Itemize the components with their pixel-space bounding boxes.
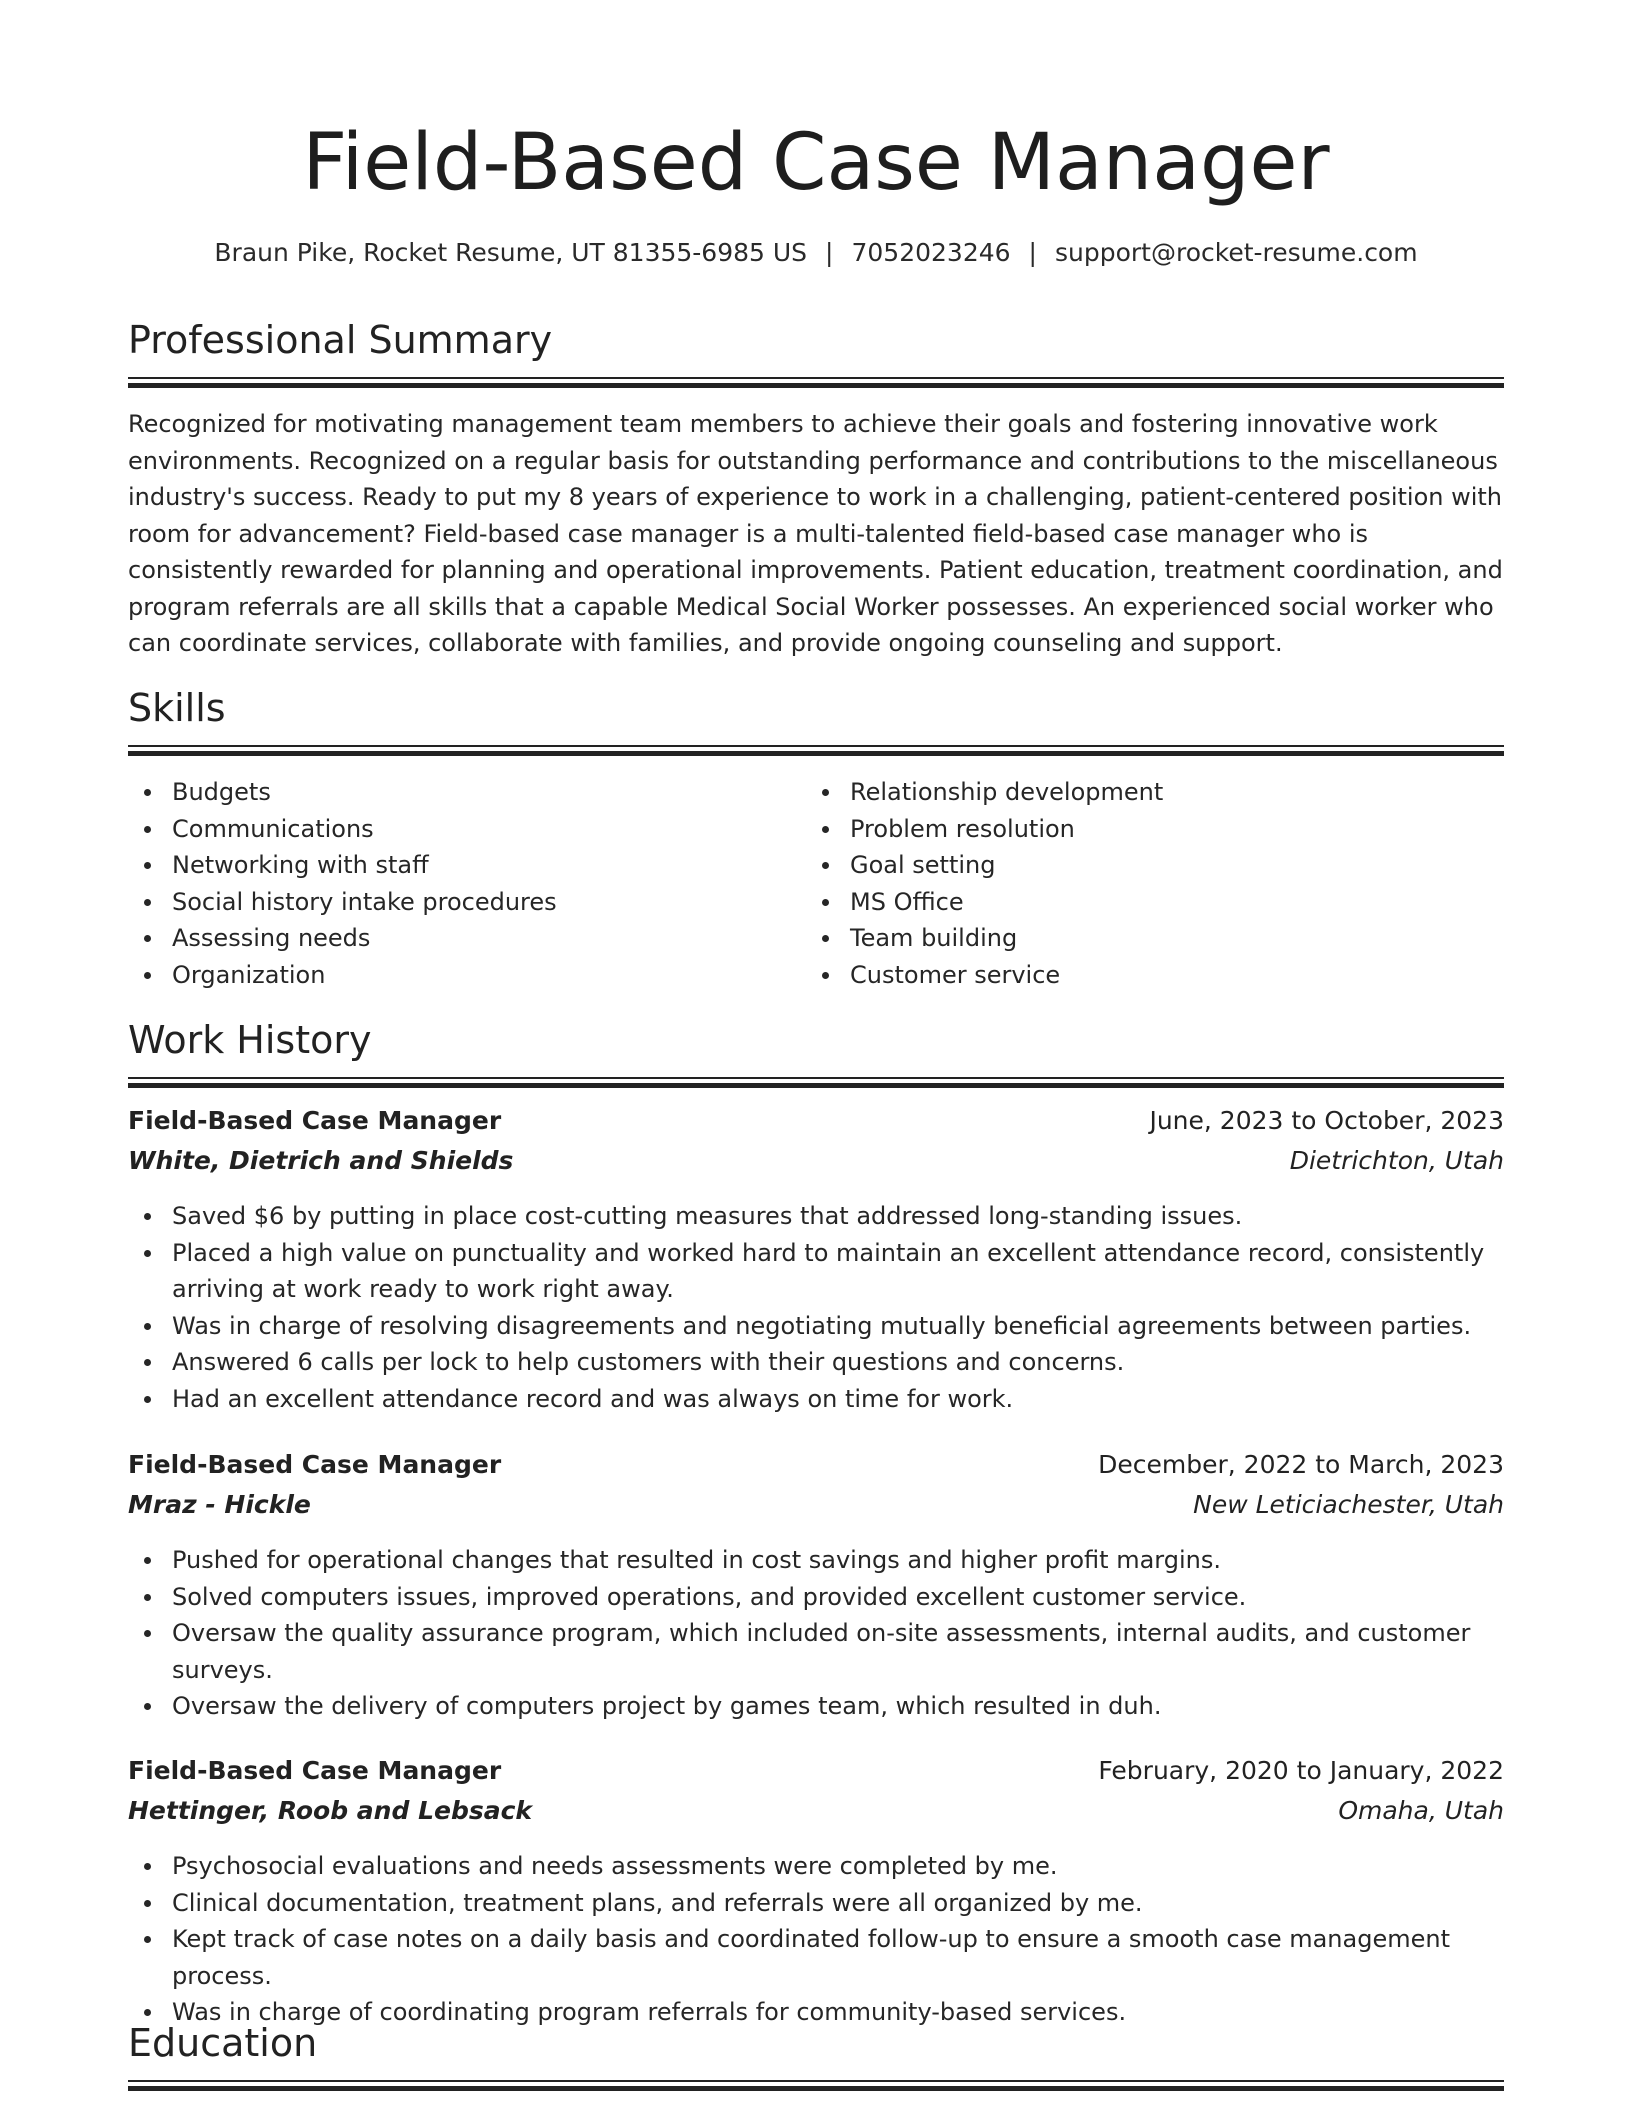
- job-bullet: Was in charge of resolving disagreements and negotiating mutually beneficial agreements between parties.: [128, 1308, 1504, 1345]
- job-company: Hettinger, Roob and Lebsack: [128, 1796, 533, 1825]
- contact-phone: 7052023246: [851, 238, 1011, 267]
- job-bullet: Placed a high value on punctuality and worked hard to maintain an excellent attendance record, consistently arriving at work ready to work right away.: [128, 1235, 1504, 1308]
- job-company: White, Dietrich and Shields: [128, 1146, 514, 1175]
- contact-line: [128, 238, 1504, 267]
- skill-item: Communications: [128, 811, 806, 848]
- skill-item: Budgets: [128, 774, 806, 811]
- skill-item: Organization: [128, 957, 806, 994]
- contact-email: support@rocket-resume.com: [1054, 238, 1418, 267]
- section-divider: [128, 745, 1504, 756]
- job-title: Field-Based Case Manager: [128, 1756, 502, 1785]
- job-location: Omaha, Utah: [1338, 1796, 1504, 1825]
- summary-text: Recognized for motivating management team members to achieve their goals and fostering innovative work environments. Recognized on a regular basis for outstanding performance and contributions to the miscellaneous industry's success. Ready to put my 8 years of experience to work in a challenging, patient-centered position with room for advancement? Field-based case manager is a multi-talented field-based case manager who is consistently rewarded for planning and operational improvements. Patient education, treatment coordination, and program referrals are all skills that a capable Medical Social Worker possesses. An experienced social worker who can coordinate services, collaborate with families, and provide ongoing counseling and support.: [128, 410, 1503, 657]
- section-heading-summary: Professional Summary: [128, 318, 553, 362]
- skill-item: Customer service: [806, 957, 1484, 994]
- skills-columns: [128, 774, 1504, 993]
- job-title: Field-Based Case Manager: [128, 1106, 502, 1135]
- job-location: Dietrichton, Utah: [1289, 1146, 1504, 1175]
- job-location: New Leticiachester, Utah: [1193, 1490, 1504, 1519]
- job-bullet: Answered 6 calls per lock to help customers with their questions and concerns.: [128, 1344, 1504, 1381]
- job-bullet: Solved computers issues, improved operations, and provided excellent customer service.: [128, 1579, 1504, 1616]
- job-bullet: Oversaw the quality assurance program, which included on-site assessments, internal audits, and customer surveys.: [128, 1615, 1504, 1688]
- skill-item: Goal setting: [806, 847, 1484, 884]
- skills-list-right: [806, 774, 1484, 993]
- section-heading-skills: Skills: [128, 686, 226, 730]
- job-bullets: [128, 1198, 1504, 1417]
- job-bullet: Pushed for operational changes that resulted in cost savings and higher profit margins.: [128, 1542, 1504, 1579]
- job-title: Field-Based Case Manager: [128, 1450, 502, 1479]
- job-bullet: Kept track of case notes on a daily basis and coordinated follow-up to ensure a smooth case management process.: [128, 1921, 1504, 1994]
- job-bullet: Clinical documentation, treatment plans, and referrals were all organized by me.: [128, 1885, 1504, 1922]
- contact-separator: |: [1028, 238, 1037, 267]
- job-bullets: [128, 1542, 1504, 1725]
- job-dates: June, 2023 to October, 2023: [1149, 1106, 1504, 1135]
- skill-item: Networking with staff: [128, 847, 806, 884]
- job-company: Mraz - Hickle: [128, 1490, 311, 1519]
- skill-item: Team building: [806, 920, 1484, 957]
- skill-item: Assessing needs: [128, 920, 806, 957]
- job-bullet: Psychosocial evaluations and needs assessments were completed by me.: [128, 1848, 1504, 1885]
- job-entry: [128, 1756, 1504, 2031]
- job-bullet: Saved $6 by putting in place cost-cutting measures that addressed long-standing issues.: [128, 1198, 1504, 1235]
- job-dates: February, 2020 to January, 2022: [1098, 1756, 1504, 1785]
- contact-separator: |: [825, 238, 834, 267]
- skill-item: Social history intake procedures: [128, 884, 806, 921]
- job-bullet: Was in charge of coordinating program referrals for community-based services.: [128, 1994, 1504, 2031]
- job-entry: [128, 1450, 1504, 1725]
- skill-item: Relationship development: [806, 774, 1484, 811]
- section-divider: [128, 1077, 1504, 1088]
- job-bullet: Had an excellent attendance record and was always on time for work.: [128, 1381, 1504, 1418]
- resume-title: Field-Based Case Manager: [302, 118, 1330, 208]
- skills-list-left: [128, 774, 806, 993]
- contact-address: Braun Pike, Rocket Resume, UT 81355-6985 US: [214, 238, 808, 267]
- skill-item: Problem resolution: [806, 811, 1484, 848]
- section-divider: [128, 2080, 1504, 2091]
- section-divider: [128, 377, 1504, 388]
- job-bullets: [128, 1848, 1504, 2031]
- job-bullet: Oversaw the delivery of computers project by games team, which resulted in duh.: [128, 1688, 1504, 1725]
- job-dates: December, 2022 to March, 2023: [1098, 1450, 1504, 1479]
- section-heading-education: Education: [128, 2021, 318, 2065]
- skill-item: MS Office: [806, 884, 1484, 921]
- job-entry: [128, 1106, 1504, 1417]
- section-heading-work-history: Work History: [128, 1018, 372, 1062]
